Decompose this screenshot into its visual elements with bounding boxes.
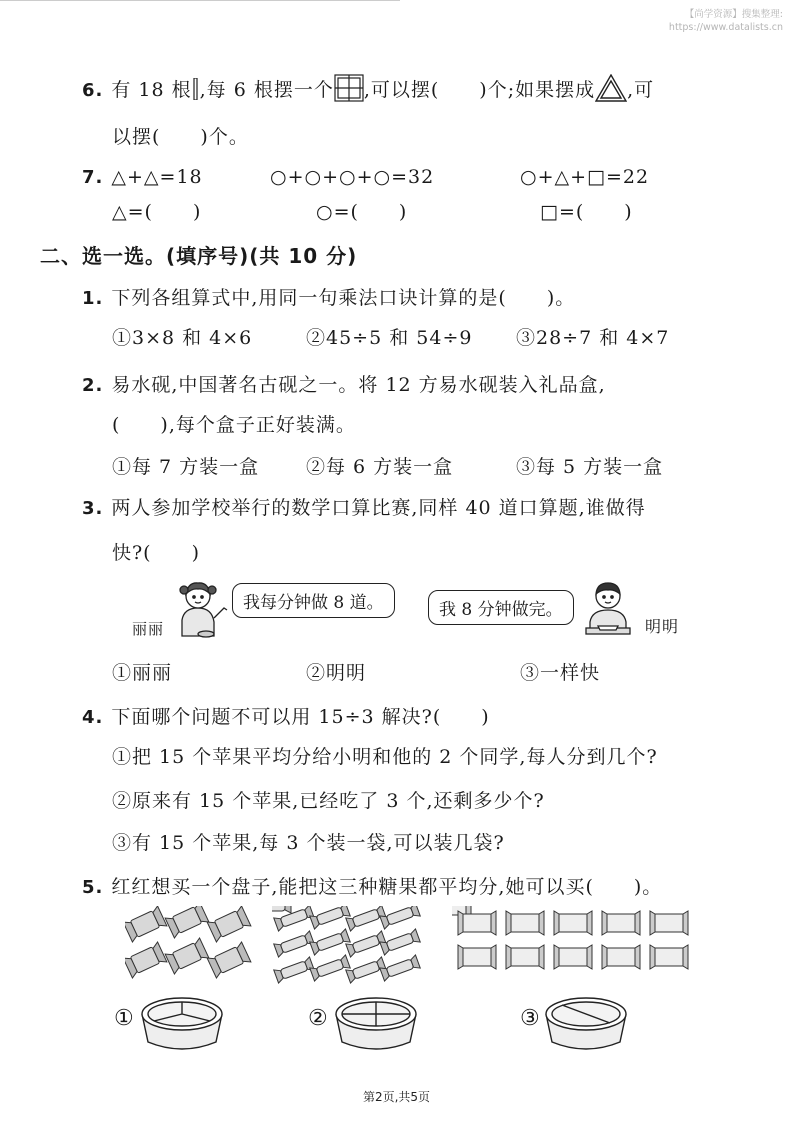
plate-option-3-label: ③ — [520, 1006, 541, 1031]
q6-text-part4: ,可 — [627, 79, 655, 101]
section-title: 二、选一选。(填序号)(共 10 分) — [40, 244, 358, 268]
question-7-eq1 — [82, 166, 203, 188]
option-3: ③一样快 — [520, 662, 601, 684]
problem-text: 红红想买一个盘子,能把这三种糖果都平均分,她可以买( )。 — [111, 876, 663, 898]
candy-icon — [125, 942, 167, 978]
problem-3-line2: 快?( ) — [112, 542, 201, 564]
plate-3-sections — [138, 992, 226, 1054]
equation-3: ○+△+□=22 — [520, 166, 650, 188]
option-1: ①丽丽 — [112, 662, 173, 684]
plate-option-1-label: ① — [114, 1006, 135, 1031]
answer-1: △=( ) — [112, 201, 202, 223]
candy-group-1 — [125, 906, 255, 986]
problem-2 — [82, 370, 606, 397]
top-rule — [0, 0, 400, 1]
candy-icon — [207, 942, 251, 978]
question-6 — [82, 74, 654, 106]
option-2: ②明明 — [306, 662, 367, 684]
watermark-line1: 【尚学资源】搜集整理: — [684, 9, 783, 20]
plate-option-2-label: ② — [308, 1006, 329, 1031]
question-number: 1. — [82, 288, 104, 309]
answer-3: □=( ) — [540, 201, 633, 223]
candy-group-2 — [272, 906, 422, 984]
question-number: 2. — [82, 375, 104, 396]
option-3: ③28÷7 和 4×7 — [516, 327, 670, 349]
candy-icon — [207, 906, 251, 942]
q6-text-part3: ,可以摆( )个;如果摆成 — [363, 79, 596, 101]
boy-speech-bubble: 我 8 分钟做完。 — [428, 590, 574, 625]
candy-group-3 — [452, 906, 702, 976]
q6-line2: 以摆( )个。 — [112, 126, 249, 148]
boy-name: 明明 — [645, 617, 680, 636]
option-3: ③每 5 方装一盒 — [516, 456, 664, 478]
option-2: ②原来有 15 个苹果,已经吃了 3 个,还剩多少个? — [112, 790, 545, 812]
grid-square-icon — [334, 74, 364, 102]
problem-3 — [82, 493, 646, 520]
option-1: ①每 7 方装一盒 — [112, 456, 260, 478]
problem-text: 下列各组算式中,用同一句乘法口诀计算的是( )。 — [111, 287, 576, 309]
girl-speech-bubble: 我每分钟做 8 道。 — [232, 583, 395, 618]
answer-2: ○=( ) — [316, 201, 408, 223]
problem-1 — [82, 283, 575, 310]
question-number: 5. — [82, 877, 104, 898]
girl-name: 丽丽 — [132, 620, 165, 638]
problem-text: 两人参加学校举行的数学口算比赛,同样 40 道口算题,谁做得 — [111, 497, 646, 519]
question-number: 3. — [82, 498, 104, 519]
option-2: ②每 6 方装一盒 — [306, 456, 454, 478]
q6-text-part1: 有 18 根 — [111, 79, 192, 101]
equation-1: △+△=18 — [111, 166, 203, 188]
problem-2-line2: ( ),每个盒子正好装满。 — [112, 414, 356, 436]
option-3: ③有 15 个苹果,每 3 个装一袋,可以装几袋? — [112, 832, 505, 854]
problem-5 — [82, 872, 662, 899]
q6-text-part2: ,每 6 根摆一个 — [199, 79, 334, 101]
candy-icon — [125, 906, 167, 942]
plate-2-sections — [542, 992, 630, 1054]
problem-4 — [82, 702, 490, 729]
page-footer: 第2页,共5页 — [362, 1090, 431, 1104]
equation-2: ○+○+○+○=32 — [270, 166, 435, 188]
boy-illustration — [580, 578, 638, 638]
triangle-icon — [595, 74, 627, 102]
option-2: ②45÷5 和 54÷9 — [306, 327, 473, 349]
option-1: ①3×8 和 4×6 — [112, 327, 253, 349]
watermark — [669, 8, 783, 34]
plate-4-sections — [332, 992, 420, 1054]
option-1: ①把 15 个苹果平均分给小明和他的 2 个同学,每人分到几个? — [112, 746, 658, 768]
question-number: 6. — [82, 80, 104, 101]
girl-illustration — [170, 578, 232, 640]
question-number: 4. — [82, 707, 104, 728]
watermark-line2: https://www.datalists.cn — [668, 22, 783, 33]
question-number: 7. — [82, 167, 104, 188]
candy-icon — [165, 906, 209, 938]
problem-text: 下面哪个问题不可以用 15÷3 解决?( ) — [111, 706, 490, 728]
candy-icon — [165, 938, 209, 974]
candy-icon — [272, 906, 291, 913]
stick-icon — [192, 78, 200, 100]
problem-text: 易水砚,中国著名古砚之一。将 12 方易水砚装入礼品盒, — [111, 374, 606, 396]
